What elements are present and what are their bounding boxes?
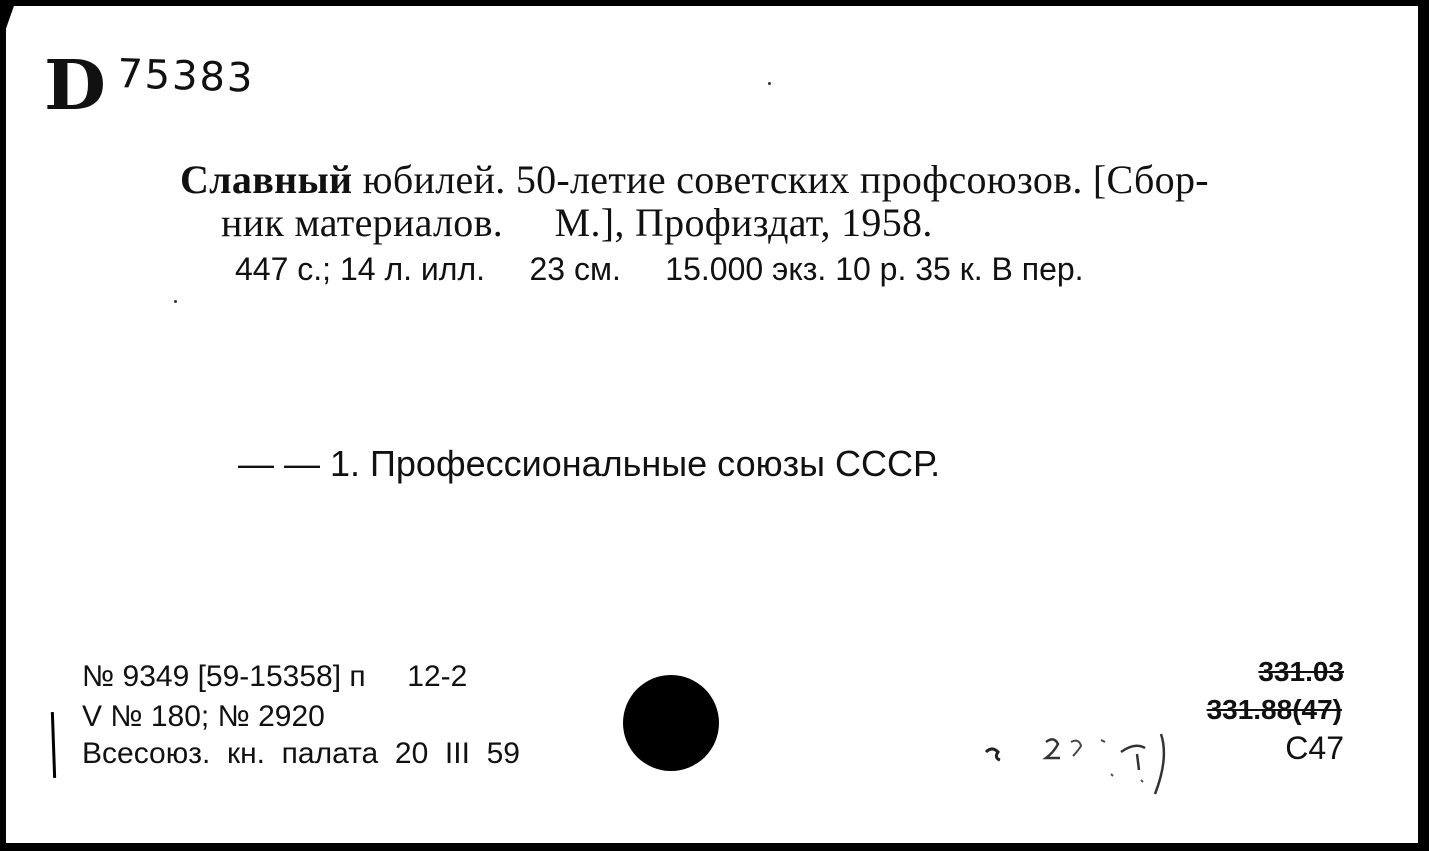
corner-mark bbox=[3, 3, 15, 37]
title-rest: юбилей. 50-летие советских профсоюзов. [Сбор- bbox=[352, 157, 1209, 202]
margin-mark bbox=[51, 712, 56, 778]
classification-crossed-1: 331.03 bbox=[1258, 656, 1344, 687]
call-letter: D bbox=[44, 46, 106, 126]
classification-crossed-2: 331.88(47) bbox=[1206, 694, 1342, 725]
footer-line-3: Всесоюз. кн. палата 20 III 59 bbox=[82, 737, 520, 770]
collation-line: 447 с.; 14 л. илл. 23 см. 15.000 экз. 10 р. 35 к. В пер. bbox=[235, 251, 1084, 287]
imprint-line: ник материалов. М.], Профиздат, 1958. bbox=[221, 200, 933, 245]
classification-current: С47 bbox=[1285, 730, 1344, 766]
footer-line-1: № 9349 [59-15358] п 12-2 bbox=[82, 660, 468, 693]
title-bold: Славный bbox=[180, 157, 353, 202]
call-number: 75383 bbox=[116, 51, 256, 102]
speck bbox=[174, 300, 177, 303]
footer-line-2: V № 180; № 2920 bbox=[82, 700, 325, 733]
title-line bbox=[180, 157, 1209, 202]
speck bbox=[768, 82, 771, 85]
punch-hole bbox=[623, 675, 719, 771]
pencil-mark bbox=[981, 730, 1191, 800]
subject-heading: — — 1. Профессиональные союзы СССР. bbox=[238, 443, 941, 484]
catalog-card bbox=[3, 3, 1421, 846]
